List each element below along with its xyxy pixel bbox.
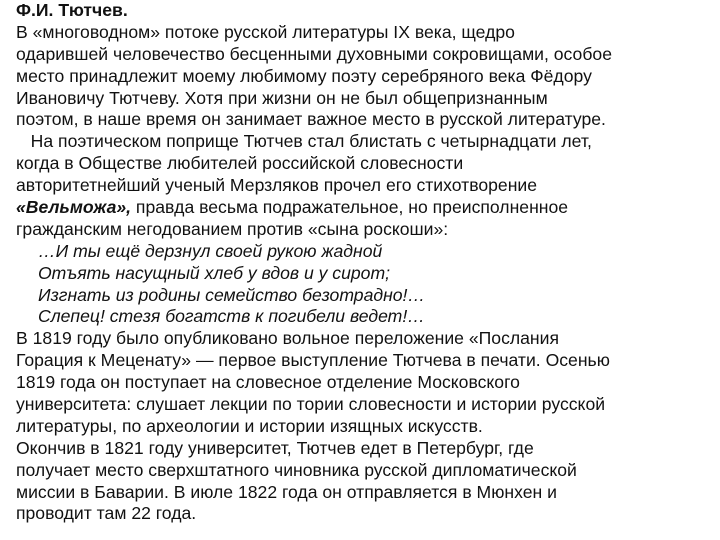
- poem-line: …И ты ещё дерзнул своей рукою жадной: [38, 240, 383, 261]
- text-fragment: правда весьма подражательное, но преисполненное: [131, 197, 569, 218]
- text-line: одарившей человечество бесценными духовными сокровищами, особое: [16, 43, 612, 64]
- text-line: В «многоводном» потоке русской литературы IX века, щедро: [16, 21, 515, 42]
- text-line: поэтом, в наше время он занимает важное место в русской литературе.: [16, 109, 606, 130]
- text-line: Окончив в 1821 году университет, Тютчев едет в Петербург, где: [16, 437, 534, 458]
- text-line: авторитетнейший ученый Мерзляков прочел его стихотворение: [16, 175, 538, 196]
- text-line: когда в Обществе любителей российской словесности: [16, 153, 464, 174]
- poem-line: Изгнать из родины семейство безотрадно!…: [38, 284, 426, 305]
- text-line-with-emphasis: [16, 197, 720, 219]
- document-body: [16, 0, 720, 525]
- poem-line: Слепец! стезя богатств к погибели ведет!…: [38, 306, 425, 327]
- text-line: гражданским негодованием против «сына роскоши»:: [16, 218, 449, 239]
- text-line: литературы, по археологии и истории изящных искусств.: [16, 415, 483, 436]
- text-line: В 1819 году было опубликовано вольное переложение «Послания: [16, 328, 559, 349]
- text-line: университета: слушает лекции по тории словесности и истории русской: [16, 394, 606, 415]
- text-line: На поэтическом поприще Тютчев стал блистать с четырнадцати лет,: [16, 131, 592, 152]
- text-line: проводит там 22 года.: [16, 503, 197, 524]
- text-line: миссии в Баварии. В июле 1822 года он отправляется в Мюнхен и: [16, 481, 557, 502]
- document-title: Ф.И. Тютчев.: [16, 0, 128, 20]
- poem-line: Отъять насущный хлеб у вдов и у сирот;: [38, 262, 391, 283]
- poem-title-emphasis: «Вельможа»,: [16, 197, 132, 218]
- text-line: Горация к Меценату» — первое выступление Тютчева в печати. Осенью: [16, 350, 610, 371]
- text-line: Ивановичу Тютчеву. Хотя при жизни он не был общепризнанным: [16, 87, 548, 108]
- text-line: получает место сверхштатного чиновника русской дипломатической: [16, 459, 577, 480]
- text-line: 1819 года он поступает на словесное отделение Московского: [16, 372, 520, 393]
- text-line: место принадлежит моему любимому поэту серебряного века Фёдору: [16, 65, 592, 86]
